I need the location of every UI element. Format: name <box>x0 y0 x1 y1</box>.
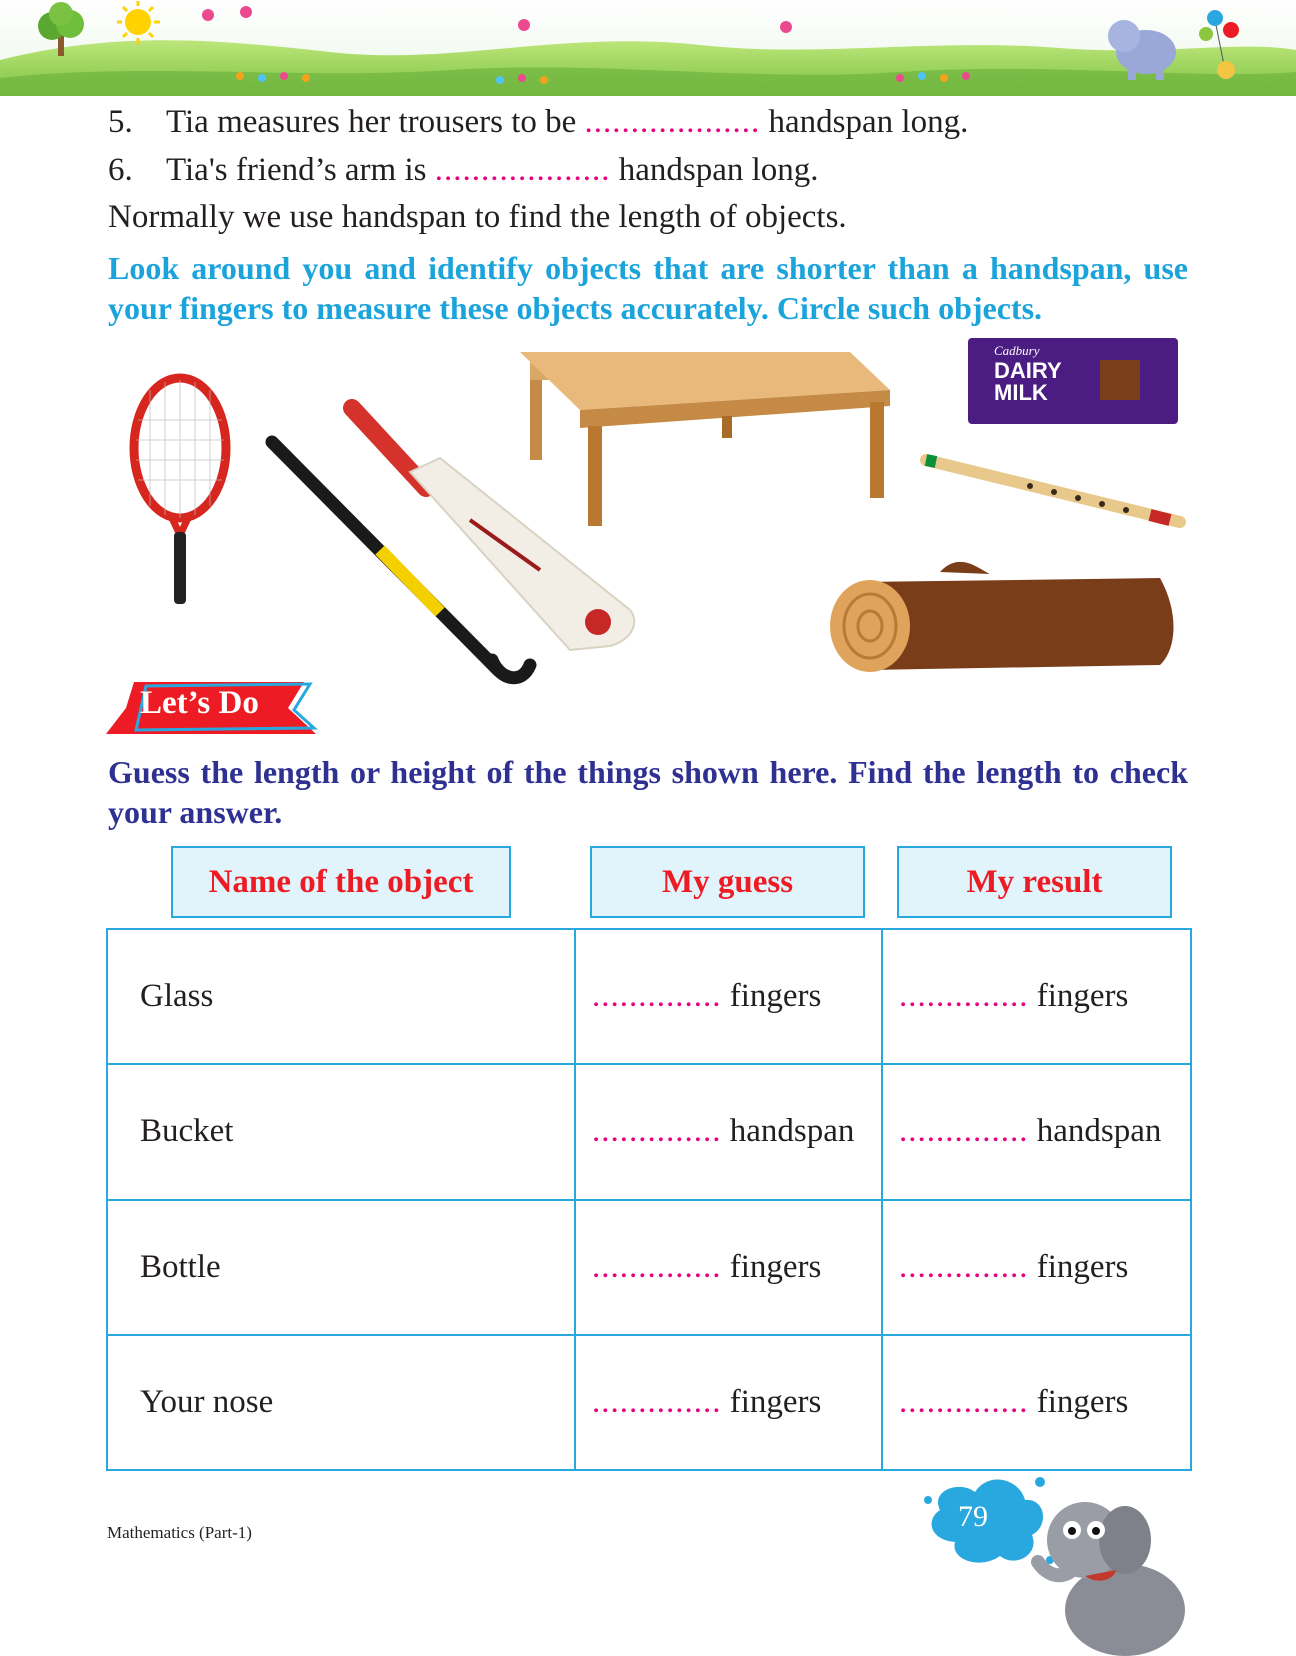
answer-blank[interactable]: .............. <box>592 1383 722 1420</box>
table-row <box>107 1064 1191 1199</box>
answer-blank[interactable]: .............. <box>899 1248 1029 1285</box>
paint-splash-icon <box>924 1477 1054 1564</box>
result-cell <box>882 1200 1191 1335</box>
object-name: Glass <box>107 929 575 1064</box>
header-my-result: My result <box>897 846 1172 918</box>
chocolate-bar-icon[interactable] <box>968 338 1178 424</box>
cartoon-elephant-icon <box>1038 1502 1185 1656</box>
tennis-racket-icon[interactable] <box>134 378 226 604</box>
answer-blank[interactable]: .............. <box>592 978 722 1015</box>
page-number: 79 <box>958 1500 988 1533</box>
unit-label: handspan <box>1036 1113 1162 1150</box>
question-number: 6. <box>108 152 133 188</box>
instruction-text: Look around you and identify objects that are shorter than a handspan, use your fingers to measure these objects accurately. Circle such objects. <box>108 250 1188 326</box>
guess-instruction: Guess the length or height of the things shown here. Find the length to check your answer. <box>108 754 1188 830</box>
unit-label: fingers <box>729 1383 822 1420</box>
question-text-end: handspan long. <box>618 152 819 188</box>
object-name: Bucket <box>107 1064 575 1199</box>
question-number: 5. <box>108 104 133 140</box>
guess-cell <box>575 1335 882 1470</box>
unit-label: fingers <box>1036 1383 1129 1420</box>
result-cell <box>882 1335 1191 1470</box>
guess-cell <box>575 929 882 1064</box>
guess-cell <box>575 1064 882 1199</box>
guess-cell <box>575 1200 882 1335</box>
unit-label: fingers <box>729 1248 822 1285</box>
header-my-guess: My guess <box>590 846 865 918</box>
answer-blank[interactable]: .............. <box>592 1248 722 1285</box>
question-text: Tia measures her trousers to be <box>166 104 577 140</box>
normal-text: Normally we use handspan to find the length of objects. <box>108 199 847 235</box>
wooden-table-icon[interactable] <box>520 352 890 526</box>
flute-icon[interactable] <box>926 460 1180 522</box>
measurement-table <box>106 928 1192 1471</box>
table-row <box>107 929 1191 1064</box>
unit-label: fingers <box>1036 1248 1129 1285</box>
svg-text:MILK: MILK <box>994 380 1048 405</box>
object-name: Bottle <box>107 1200 575 1335</box>
unit-label: fingers <box>1036 978 1129 1015</box>
answer-blank[interactable]: .............. <box>592 1113 722 1150</box>
answer-blank[interactable]: .............. <box>899 1383 1029 1420</box>
svg-text:DAIRY: DAIRY <box>994 358 1062 383</box>
question-5 <box>108 104 968 141</box>
page-badge <box>920 1470 1190 1656</box>
answer-blank[interactable]: .............. <box>899 978 1029 1015</box>
answer-blank[interactable]: .............. <box>899 1113 1029 1150</box>
answer-blank[interactable]: ................... <box>434 152 611 188</box>
log-icon[interactable] <box>830 562 1174 672</box>
unit-label: fingers <box>729 978 822 1015</box>
header-name-of-object: Name of the object <box>171 846 511 918</box>
question-text: Tia's friend’s arm is <box>166 152 427 188</box>
header-banner <box>0 0 1296 96</box>
lets-do-label: Let’s Do <box>140 685 259 721</box>
svg-text:Cadbury: Cadbury <box>994 343 1040 358</box>
result-cell <box>882 1064 1191 1199</box>
answer-blank[interactable]: ................... <box>584 104 761 140</box>
objects-illustration <box>110 343 1190 710</box>
table-row <box>107 1200 1191 1335</box>
table-row <box>107 1335 1191 1470</box>
result-cell <box>882 929 1191 1064</box>
object-name: Your nose <box>107 1335 575 1470</box>
unit-label: handspan <box>729 1113 855 1150</box>
question-6 <box>108 152 819 189</box>
question-text-end: handspan long. <box>768 104 969 140</box>
footer-subject: Mathematics (Part-1) <box>107 1523 252 1542</box>
